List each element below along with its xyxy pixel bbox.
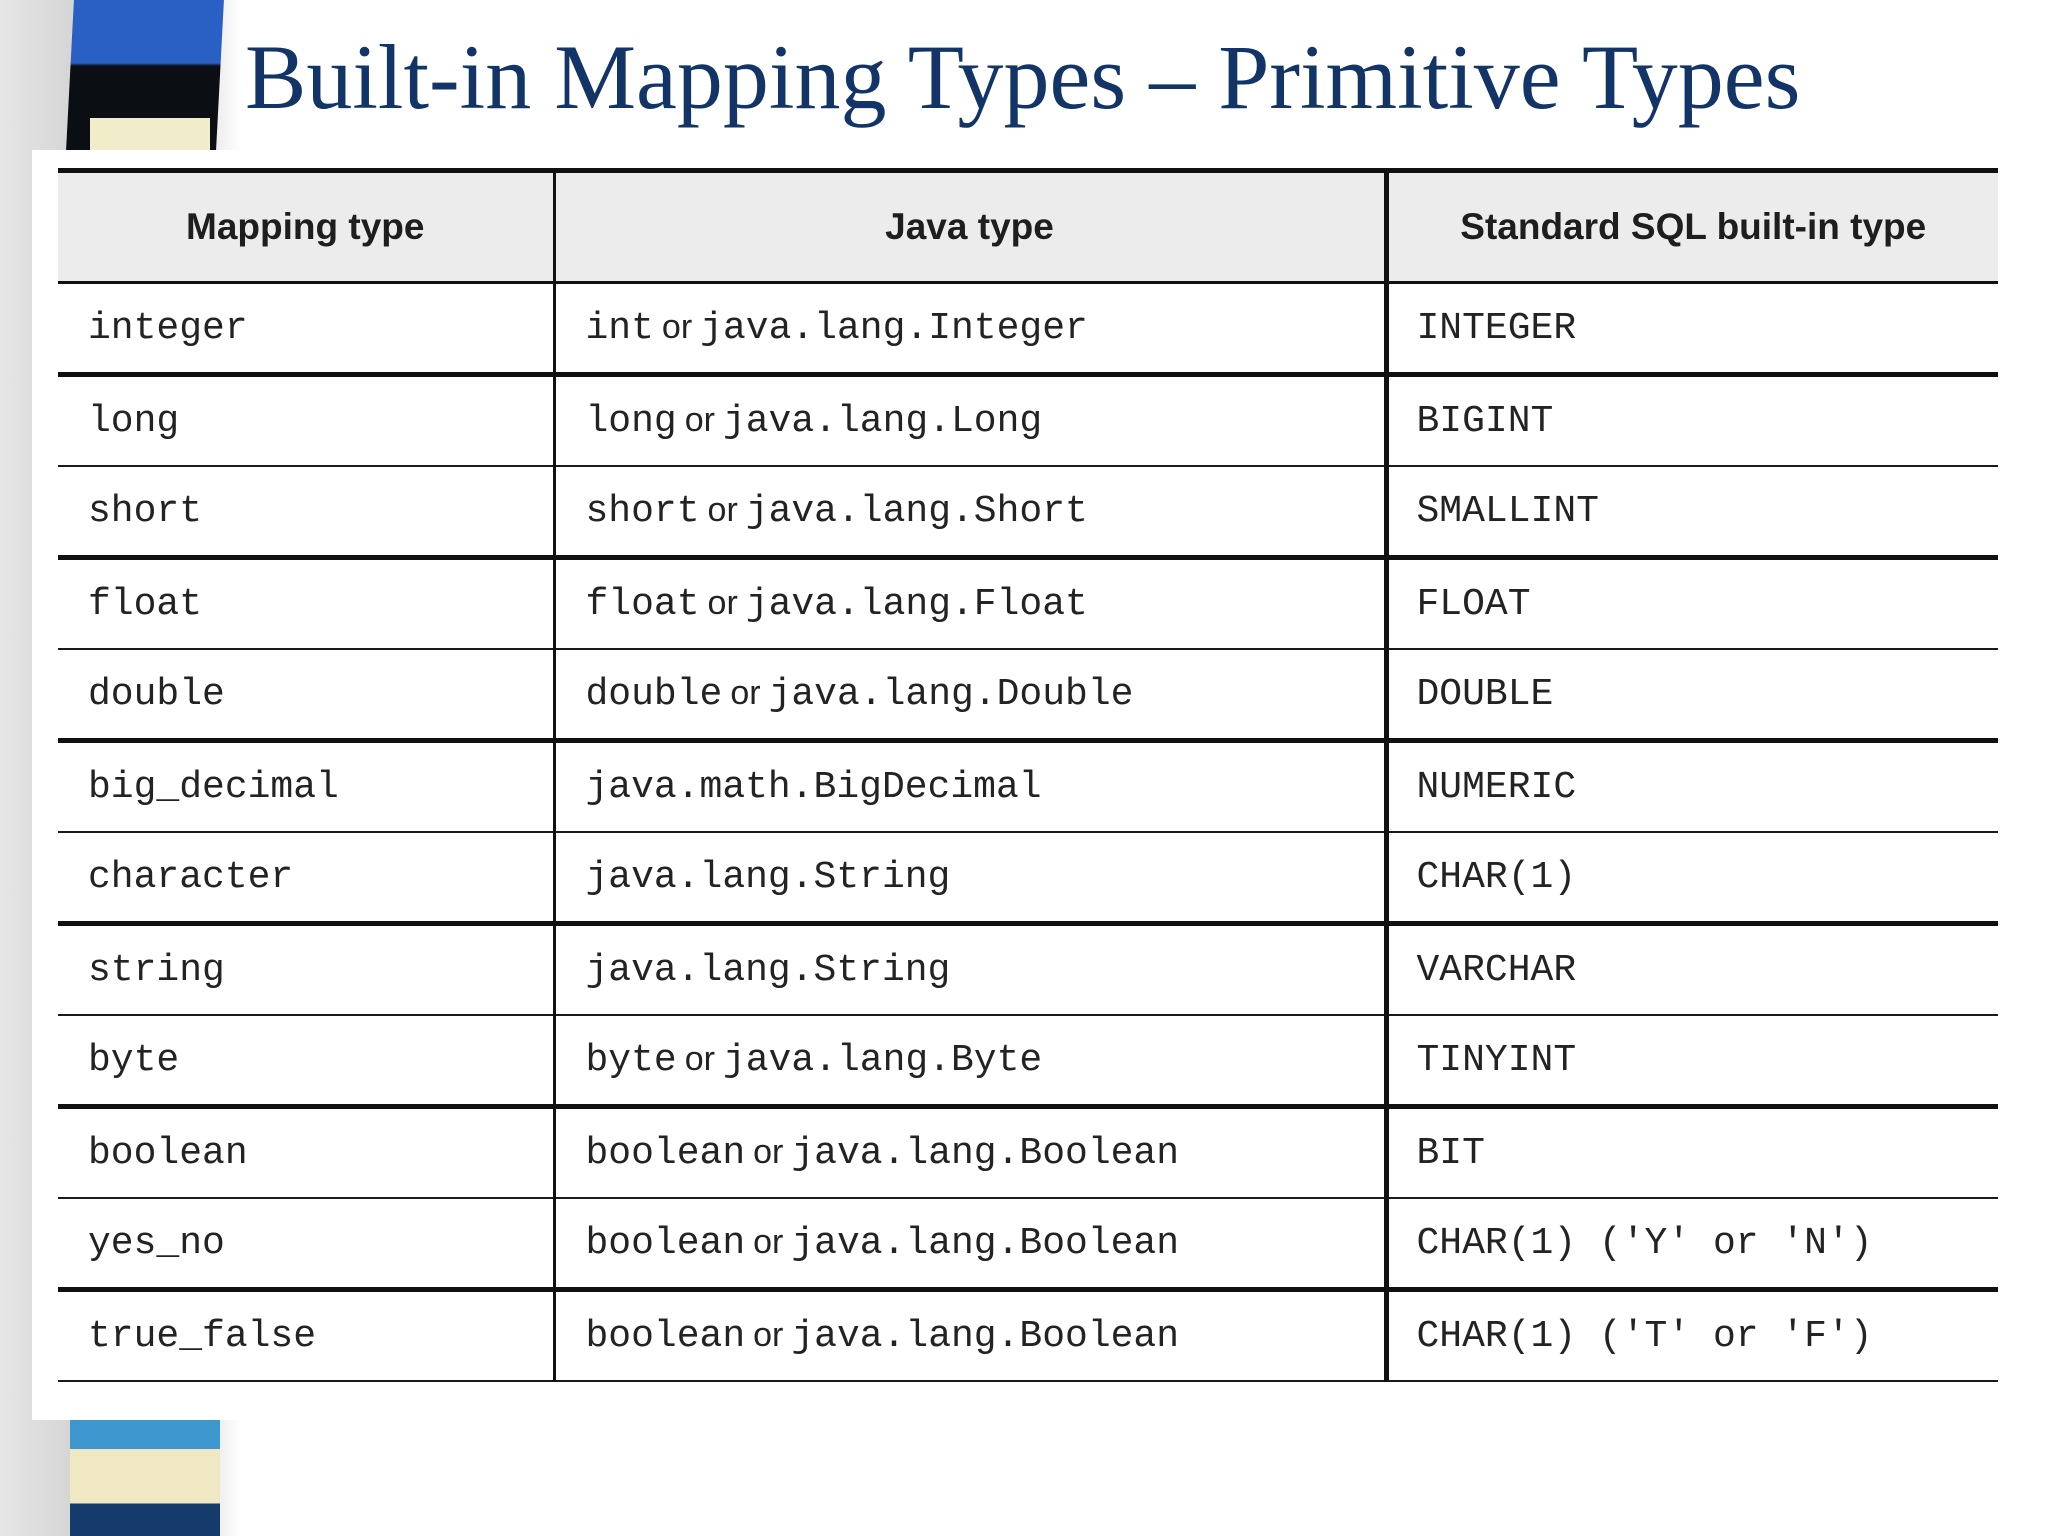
table-row [58,832,1998,924]
java-wrapper-class: java.lang.Short [745,489,1088,533]
mapping-types-table [58,168,1998,1382]
java-wrapper-class: java.lang.Float [745,582,1088,626]
java-wrapper-class: java.lang.Double [768,672,1134,716]
sql-type-cell: BIT [1386,1107,1998,1199]
or-connector: or [684,400,715,439]
table-row [58,741,1998,833]
java-type-cell [554,1107,1386,1199]
java-type-cell [554,832,1386,924]
java-primitive: int [585,306,654,350]
java-primitive: double [585,672,723,716]
java-type-cell [554,466,1386,558]
top-decorative-accent [90,118,210,150]
mapping-type-cell: big_decimal [58,741,554,833]
sql-type-cell: VARCHAR [1386,924,1998,1016]
java-wrapper-class: java.lang.Long [722,399,1043,443]
sql-type-cell: SMALLINT [1386,466,1998,558]
sql-type-cell: BIGINT [1386,375,1998,467]
mapping-type-cell: double [58,649,554,741]
table-row [58,466,1998,558]
or-connector: or [684,1039,715,1078]
table-row [58,1290,1998,1382]
or-connector: or [707,490,738,529]
java-wrapper-class: java.lang.Boolean [791,1221,1180,1265]
header-java-type: Java type [554,171,1386,283]
mapping-type-cell: byte [58,1015,554,1107]
java-type-cell [554,1198,1386,1290]
or-connector: or [661,307,693,346]
java-wrapper-class: java.lang.Boolean [791,1314,1180,1358]
java-primitive: long [585,399,677,443]
mapping-type-cell: integer [58,283,554,375]
mapping-type-cell: float [58,558,554,650]
java-type-cell [554,924,1386,1016]
java-type-cell [554,1290,1386,1382]
java-wrapper-class: java.lang.Integer [700,306,1088,350]
java-type-cell [554,1015,1386,1107]
java-type-cell [554,558,1386,650]
mapping-type-cell: boolean [58,1107,554,1199]
sql-type-cell: CHAR(1) [1386,832,1998,924]
sql-type-cell: NUMERIC [1386,741,1998,833]
java-primitive: boolean [585,1221,746,1265]
table-row [58,649,1998,741]
java-class: java.lang.String [585,948,951,992]
table-row [58,558,1998,650]
sql-type-cell: FLOAT [1386,558,1998,650]
java-type-cell [554,649,1386,741]
mapping-type-cell: true_false [58,1290,554,1382]
header-sql-type: Standard SQL built-in type [1386,171,1998,283]
or-connector: or [753,1315,784,1354]
mapping-type-cell: character [58,832,554,924]
or-connector: or [730,673,761,712]
table-header-row [58,171,1998,283]
table-row [58,1107,1998,1199]
java-wrapper-class: java.lang.Boolean [791,1131,1180,1175]
java-primitive: short [585,489,700,533]
mapping-type-cell: long [58,375,554,467]
table-row [58,1015,1998,1107]
java-class: java.math.BigDecimal [585,765,1042,809]
slide-title: Built-in Mapping Types – Primitive Types [245,26,1801,128]
table-row [58,1198,1998,1290]
or-connector: or [753,1222,784,1261]
sql-type-cell: TINYINT [1386,1015,1998,1107]
table-row [58,924,1998,1016]
sql-type-cell: INTEGER [1386,283,1998,375]
sql-type-cell: CHAR(1) ('Y' or 'N') [1386,1198,1998,1290]
mapping-type-cell: yes_no [58,1198,554,1290]
java-class: java.lang.String [585,855,951,899]
sql-type-cell: CHAR(1) ('T' or 'F') [1386,1290,1998,1382]
java-primitive: boolean [585,1131,746,1175]
java-type-cell [554,283,1386,375]
java-type-cell [554,741,1386,833]
java-primitive: float [585,582,700,626]
java-primitive: boolean [585,1314,746,1358]
java-type-cell [554,375,1386,467]
bottom-decorative-block [70,1420,220,1536]
sql-type-cell: DOUBLE [1386,649,1998,741]
or-connector: or [707,583,738,622]
mapping-type-cell: short [58,466,554,558]
table-row [58,283,1998,375]
or-connector: or [753,1132,784,1171]
header-mapping-type: Mapping type [58,171,554,283]
java-primitive: byte [585,1038,677,1082]
table-row [58,375,1998,467]
java-wrapper-class: java.lang.Byte [722,1038,1043,1082]
mapping-type-cell: string [58,924,554,1016]
